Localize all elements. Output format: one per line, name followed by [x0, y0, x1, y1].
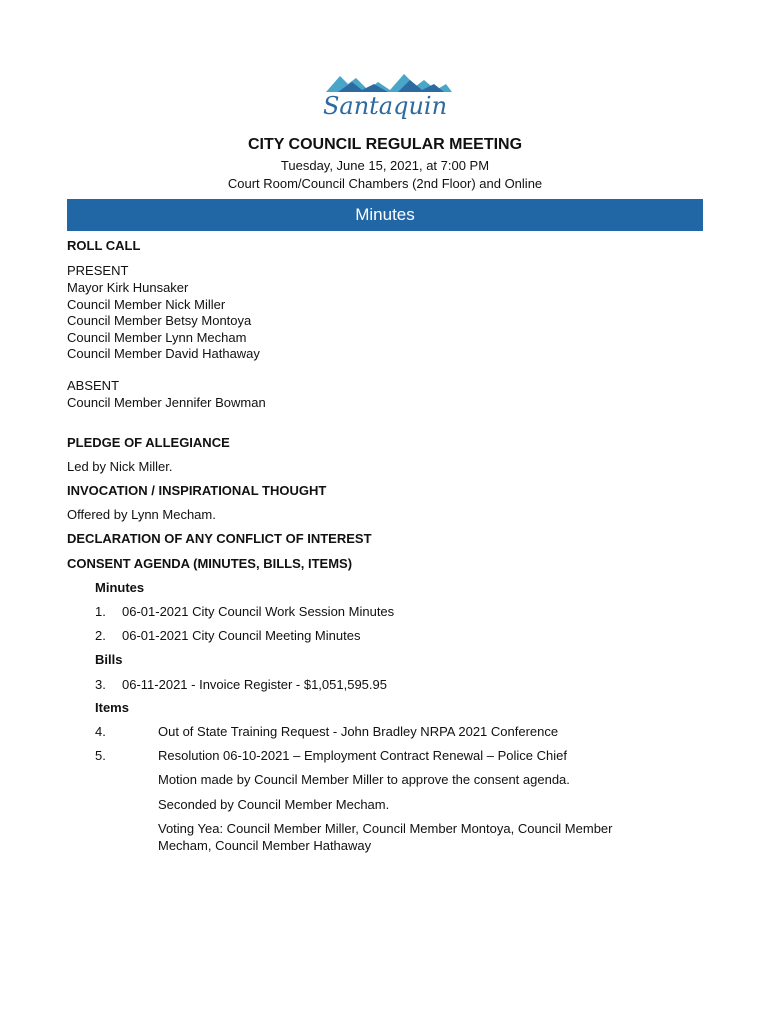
logo-wordmark: Santaquin: [322, 92, 448, 120]
conflict-heading: DECLARATION OF ANY CONFLICT OF INTEREST: [67, 531, 372, 546]
consent-heading: CONSENT AGENDA (MINUTES, BILLS, ITEMS): [67, 556, 353, 571]
items-label: Items: [95, 700, 129, 715]
minutes-label: Minutes: [95, 580, 145, 595]
meeting-location: Court Room/Council Chambers (2nd Floor) and Online: [227, 176, 543, 191]
item-text: 06-11-2021 - Invoice Register - $1,051,595.95: [122, 677, 387, 692]
item-text: Resolution 06-10-2021 – Employment Contract Renewal – Police Chief: [158, 748, 567, 763]
vote-text: Voting Yea: Council Member Miller, Council Member Montoya, Council Member Mecham, Council Member Hathaway: [158, 821, 613, 853]
meeting-title: CITY COUNCIL REGULAR MEETING: [247, 136, 523, 153]
pledge-text: Led by Nick Miller.: [67, 459, 173, 474]
present-member: Council Member David Hathaway: [67, 346, 260, 361]
present-member: Council Member Lynn Mecham: [67, 330, 247, 345]
absent-label: ABSENT: [67, 378, 120, 393]
item-number: 2.: [95, 628, 106, 643]
second-text: Seconded by Council Member Mecham.: [158, 797, 390, 812]
present-member: Mayor Kirk Hunsaker: [67, 280, 189, 295]
motion-text: Motion made by Council Member Miller to approve the consent agenda.: [158, 772, 570, 787]
item-number: 5.: [95, 748, 106, 763]
roll-call-heading: ROLL CALL: [67, 238, 141, 253]
absent-member: Council Member Jennifer Bowman: [67, 395, 266, 410]
meeting-date: Tuesday, June 15, 2021, at 7:00 PM: [280, 158, 490, 173]
item-number: 1.: [95, 604, 106, 619]
present-member: Council Member Nick Miller: [67, 297, 226, 312]
item-number: 4.: [95, 724, 106, 739]
item-text: Out of State Training Request - John Bradley NRPA 2021 Conference: [158, 724, 559, 739]
present-member: Council Member Betsy Montoya: [67, 313, 252, 328]
invocation-text: Offered by Lynn Mecham.: [67, 507, 216, 522]
invocation-heading: INVOCATION / INSPIRATIONAL THOUGHT: [67, 483, 327, 498]
minutes-banner: Minutes: [67, 199, 703, 231]
item-number: 3.: [95, 677, 106, 692]
santaquin-logo: [318, 70, 452, 124]
item-text: 06-01-2021 City Council Work Session Minutes: [122, 604, 395, 619]
present-label: PRESENT: [67, 263, 129, 278]
mountain-icon: [326, 74, 452, 92]
bills-label: Bills: [95, 652, 123, 667]
pledge-heading: PLEDGE OF ALLEGIANCE: [67, 435, 230, 450]
item-text: 06-01-2021 City Council Meeting Minutes: [122, 628, 361, 643]
